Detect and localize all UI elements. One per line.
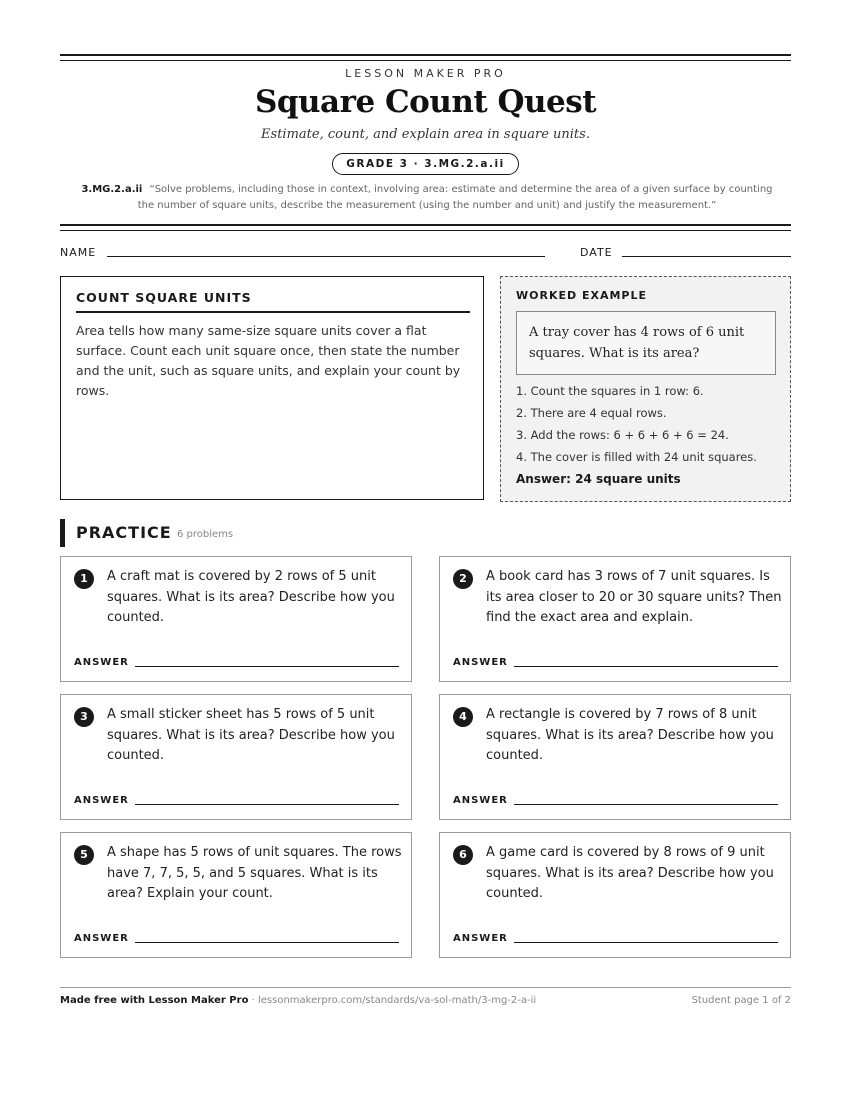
- problem-text: A rectangle is covered by 7 rows of 8 unit squares. What is its area? Describe how you counted.: [486, 707, 774, 763]
- date-field[interactable]: [622, 256, 791, 257]
- step-item: 2. There are 4 equal rows.: [516, 406, 667, 420]
- intro-text: Area tells how many same-size square units cover a flat surface. Count each unit square once, then state the number and the unit, such as square units, and explain your count by rows.: [76, 323, 461, 398]
- header-bottom-double-rule: [60, 224, 791, 231]
- footer-page-number: Student page 1 of 2: [691, 995, 791, 1006]
- footer-rule: [60, 987, 791, 988]
- grade-badge-wrap: [60, 152, 791, 175]
- problem-text: A book card has 3 rows of 7 unit squares. Is its area closer to 20 or 30 square units? Then find the exact area and explain.: [486, 569, 782, 625]
- footer-credit: [60, 995, 536, 1006]
- grade-badge: GRADE 3 · 3.MG.2.a.ii: [332, 153, 518, 175]
- intro-box: [60, 276, 484, 500]
- worksheet-title: Square Count Quest: [254, 84, 597, 120]
- worked-example-heading: WORKED EXAMPLE: [516, 289, 647, 302]
- practice-count: 6 problems: [177, 529, 234, 540]
- footer-url[interactable]: · lessonmakerpro.com/standards/va-sol-math/3-mg-2-a-ii: [248, 995, 537, 1006]
- worksheet-subtitle: Estimate, count, and explain area in square units.: [261, 127, 590, 142]
- problem-card-4: [439, 694, 791, 820]
- answer-field[interactable]: [514, 666, 778, 667]
- intro-heading: COUNT SQUARE UNITS: [76, 290, 470, 313]
- step-item: 1. Count the squares in 1 row: 6.: [516, 384, 704, 398]
- worked-example-steps: [516, 380, 757, 468]
- problem-number: 2: [453, 569, 473, 589]
- problem-card-2: [439, 556, 791, 682]
- name-label: NAME: [60, 246, 97, 259]
- problem-text: A game card is covered by 8 rows of 9 unit squares. What is its area? Describe how you counted.: [486, 845, 774, 901]
- standard-text: “Solve problems, including those in context, involving area: estimate and determine the area of a given surface by counting the number of square units, describe the measurement (using the number and unit) and justify the measurement.”: [137, 184, 773, 211]
- worked-example-problem: A tray cover has 4 rows of 6 unit squares. What is its area?: [516, 311, 776, 375]
- answer-label: ANSWER: [74, 795, 129, 806]
- problem-number: 1: [74, 569, 94, 589]
- problem-card-5: [60, 832, 412, 958]
- step-item: 4. The cover is filled with 24 unit squares.: [516, 450, 757, 464]
- answer-label: ANSWER: [74, 657, 129, 668]
- problem-number: 3: [74, 707, 94, 727]
- answer-label: ANSWER: [74, 933, 129, 944]
- problem-number: 5: [74, 845, 94, 865]
- footer-made-with: Made free with Lesson Maker Pro: [60, 995, 249, 1006]
- answer-label: ANSWER: [453, 795, 508, 806]
- answer-field[interactable]: [514, 942, 778, 943]
- problem-card-6: [439, 832, 791, 958]
- worked-example-box: [500, 276, 791, 502]
- answer-field[interactable]: [514, 804, 778, 805]
- brand-name: LESSON MAKER PRO: [345, 67, 506, 80]
- practice-title: PRACTICE: [76, 523, 172, 542]
- problem-number: 6: [453, 845, 473, 865]
- name-date-row: [60, 246, 791, 262]
- answer-field[interactable]: [135, 942, 399, 943]
- problem-card-3: [60, 694, 412, 820]
- practice-accent-bar: [60, 519, 65, 547]
- standard-statement: [72, 182, 782, 214]
- answer-field[interactable]: [135, 804, 399, 805]
- standard-code: 3.MG.2.a.ii: [81, 184, 143, 195]
- name-field[interactable]: [107, 256, 545, 257]
- step-item: 3. Add the rows: 6 + 6 + 6 + 6 = 24.: [516, 428, 729, 442]
- answer-field[interactable]: [135, 666, 399, 667]
- problem-number: 4: [453, 707, 473, 727]
- problem-card-1: [60, 556, 412, 682]
- problem-text: A small sticker sheet has 5 rows of 5 unit squares. What is its area? Describe how you counted.: [107, 707, 395, 763]
- answer-label: ANSWER: [453, 657, 508, 668]
- date-label: DATE: [580, 246, 613, 259]
- answer-label: ANSWER: [453, 933, 508, 944]
- top-double-rule: [60, 54, 791, 61]
- problem-text: A shape has 5 rows of unit squares. The rows have 7, 7, 5, 5, and 5 squares. What is its area? Explain your count.: [107, 845, 402, 901]
- problem-text: A craft mat is covered by 2 rows of 5 unit squares. What is its area? Describe how you counted.: [107, 569, 395, 625]
- worked-example-answer: Answer: 24 square units: [516, 472, 681, 486]
